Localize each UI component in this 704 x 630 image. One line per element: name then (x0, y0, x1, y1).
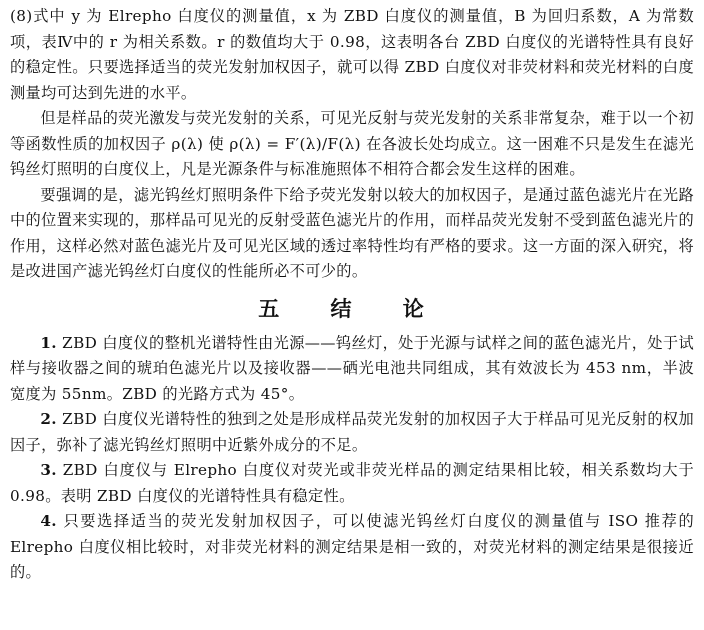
conclusion-number: 3. (40, 461, 57, 479)
conclusion-item-3 (10, 458, 694, 509)
paragraph-blue-filter-emphasis: 要强调的是，滤光钨丝灯照明条件下给予荧光发射以较大的加权因子，是通过蓝色滤光片在光路中的位置来实现的，那样品可见光的反射受蓝色滤光片的作用，而样品荧光发射不受到蓝色滤光片的作用，这样必然对蓝色滤光片及可见光区域的透过率特性均有严格的要求。这一方面的深入研究，将是改进国产滤光钨丝灯白度仪的性能所必不可少的。 (10, 185, 694, 280)
conclusion-item-4 (10, 509, 694, 586)
conclusion-number: 2. (40, 410, 57, 428)
conclusion-item-2 (10, 407, 694, 458)
conclusion-text: ZBD 白度仪光谱特性的独到之处是形成样品荧光发射的加权因子大于样品可见光反射的权加因子，弥补了滤光钨丝灯照明中近紫外成分的不足。 (10, 410, 694, 454)
section-title-conclusions: 五 结 论 (258, 295, 446, 321)
paragraph-fluorescence-complexity: 但是样品的荧光激发与荧光发射的关系，可见光反射与荧光发射的关系非常复杂，难于以一个初等函数性质的加权因子 ρ(λ) 使 ρ(λ) = F′(λ)/F(λ) 在各波长处均成立。这一困难不只是发生在滤光钨丝灯照明的白度仪上，凡是光源条件与标准施照体不相符合都会发生这样的困难。 (10, 109, 694, 178)
conclusion-number: 1. (40, 333, 57, 352)
conclusion-item-1 (10, 331, 694, 408)
paragraph-regression-summary: (8)式中 y 为 Elrepho 白度仪的测量值，x 为 ZBD 白度仪的测量值，B 为回归系数，A 为常数项，表Ⅳ中的 r 为相关系数。r 的数值均大于 0.98，这表明各台 ZBD 白度仪的光谱特性具有良好的稳定性。只要选择适当的荧光发射加权因子，就可以得 ZBD 白度仪对非荧材料和荧光材料的白度测量均可达到先进的水平。 (10, 7, 694, 102)
conclusion-text: 只要选择适当的荧光发射加权因子，可以使滤光钨丝灯白度仪的测量值与 ISO 推荐的 Elrepho 白度仪相比较时，对非荧光材料的测定结果是相一致的，对荧光材料的测定结果是很接近的。 (10, 512, 694, 581)
conclusion-number: 4. (40, 512, 57, 530)
conclusion-text: ZBD 白度仪与 Elrepho 白度仪对荧光或非荧光样品的测定结果相比较，相关系数均大于 0.98。表明 ZBD 白度仪的光谱特性具有稳定性。 (10, 461, 694, 505)
conclusion-text: ZBD 白度仪的整机光谱特性由光源——钨丝灯，处于光源与试样之间的蓝色滤光片，处于试样与接收器之间的琥珀色滤光片以及接收器——硒光电池共同组成，其有效波长为 453 nm，半波宽度为 55nm。ZBD 的光路方式为 45°。 (10, 333, 694, 403)
